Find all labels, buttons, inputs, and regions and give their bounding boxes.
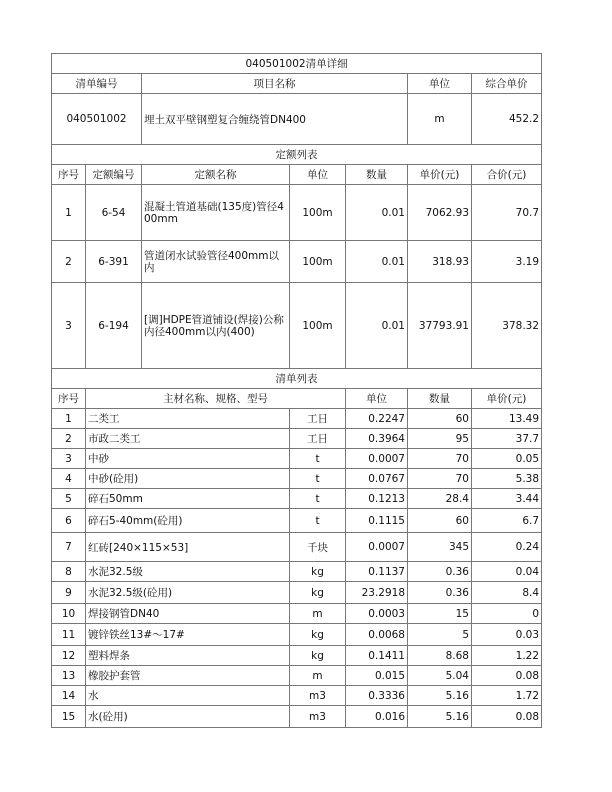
material-total: 8.4	[472, 582, 542, 604]
quota-unit-header: 单位	[290, 165, 346, 185]
quota-code: 6-194	[86, 283, 142, 369]
quota-qty: 0.01	[346, 241, 408, 283]
material-name: 水	[86, 686, 290, 706]
quota-total-header: 合价(元)	[472, 165, 542, 185]
material-total: 0.08	[472, 666, 542, 686]
material-row	[52, 489, 542, 509]
material-name: 市政二类工	[86, 429, 290, 449]
material-no: 5	[52, 489, 86, 509]
material-no: 11	[52, 624, 86, 646]
material-no: 1	[52, 409, 86, 429]
material-unit-price: 8.68	[408, 646, 472, 666]
material-unit-header: 单位	[346, 389, 408, 409]
material-unit: kg	[290, 646, 346, 666]
material-qty: 0.0003	[346, 604, 408, 624]
material-qty: 0.3336	[346, 686, 408, 706]
quota-no-header: 序号	[52, 165, 86, 185]
material-no: 6	[52, 509, 86, 533]
material-no: 8	[52, 562, 86, 582]
material-unit: t	[290, 509, 346, 533]
material-unit: 工日	[290, 429, 346, 449]
material-total: 1.72	[472, 686, 542, 706]
material-name: 橡胶护套管	[86, 666, 290, 686]
item-price: 452.2	[472, 94, 542, 145]
material-qty: 0.015	[346, 666, 408, 686]
material-total: 0.08	[472, 706, 542, 728]
material-unit: t	[290, 489, 346, 509]
material-row	[52, 509, 542, 533]
material-unit-price: 60	[408, 509, 472, 533]
material-total: 0.24	[472, 533, 542, 562]
material-name: 镀锌铁丝13#～17#	[86, 624, 290, 646]
quota-total: 70.7	[472, 185, 542, 241]
item-unit: m	[408, 94, 472, 145]
quota-code: 6-54	[86, 185, 142, 241]
material-total: 1.22	[472, 646, 542, 666]
quota-unit-price: 37793.91	[408, 283, 472, 369]
material-total: 13.49	[472, 409, 542, 429]
material-total: 0.05	[472, 449, 542, 469]
material-row	[52, 604, 542, 624]
quota-qty: 0.01	[346, 185, 408, 241]
material-no: 3	[52, 449, 86, 469]
material-no: 13	[52, 666, 86, 686]
material-name: 焊接钢管DN40	[86, 604, 290, 624]
material-qty: 0.1411	[346, 646, 408, 666]
material-unit-price: 70	[408, 449, 472, 469]
material-unit: kg	[290, 582, 346, 604]
material-name: 水(砼用)	[86, 706, 290, 728]
material-qty: 0.1137	[346, 562, 408, 582]
material-unit-price: 5	[408, 624, 472, 646]
item-price-header: 综合单价	[472, 74, 542, 94]
quota-unit-price-header: 单价(元)	[408, 165, 472, 185]
material-row	[52, 409, 542, 429]
material-no: 15	[52, 706, 86, 728]
material-name: 碎石50mm	[86, 489, 290, 509]
item-unit-header: 单位	[408, 74, 472, 94]
material-no: 12	[52, 646, 86, 666]
quota-unit: 100m	[290, 241, 346, 283]
material-qty: 0.2247	[346, 409, 408, 429]
quota-name: 管道闭水试验管径400mm以内	[142, 241, 290, 283]
material-qty: 0.0767	[346, 469, 408, 489]
quota-code-header: 定额编号	[86, 165, 142, 185]
material-unit: t	[290, 469, 346, 489]
material-row	[52, 666, 542, 686]
material-no: 9	[52, 582, 86, 604]
quota-section-title: 定额列表	[52, 145, 542, 165]
quota-qty-header: 数量	[346, 165, 408, 185]
material-unit: m3	[290, 686, 346, 706]
material-row	[52, 646, 542, 666]
quota-code: 6-391	[86, 241, 142, 283]
quota-no: 1	[52, 185, 86, 241]
material-row	[52, 562, 542, 582]
material-name: 塑料焊条	[86, 646, 290, 666]
quota-name-header: 定额名称	[142, 165, 290, 185]
material-qty: 0.0007	[346, 449, 408, 469]
quota-no: 3	[52, 283, 86, 369]
material-unit-price: 5.04	[408, 666, 472, 686]
material-qty: 0.1115	[346, 509, 408, 533]
material-unit-price: 0.36	[408, 582, 472, 604]
material-no-header: 序号	[52, 389, 86, 409]
material-total: 0.04	[472, 562, 542, 582]
material-qty: 0.3964	[346, 429, 408, 449]
material-total: 0.03	[472, 624, 542, 646]
material-row	[52, 582, 542, 604]
item-code-header: 清单编号	[52, 74, 142, 94]
material-unit-price: 15	[408, 604, 472, 624]
material-unit-price: 5.16	[408, 686, 472, 706]
material-unit-price: 0.36	[408, 562, 472, 582]
quota-no: 2	[52, 241, 86, 283]
material-row	[52, 624, 542, 646]
material-row	[52, 449, 542, 469]
material-no: 2	[52, 429, 86, 449]
material-unit: t	[290, 449, 346, 469]
quota-name: 混凝土管道基础(135度)管径400mm	[142, 185, 290, 241]
quota-unit: 100m	[290, 185, 346, 241]
quota-total: 3.19	[472, 241, 542, 283]
material-name: 中砂	[86, 449, 290, 469]
material-name-header: 主材名称、规格、型号	[86, 389, 346, 409]
material-unit-price: 5.16	[408, 706, 472, 728]
bill-detail-table	[51, 53, 542, 728]
material-row	[52, 533, 542, 562]
quota-total: 378.32	[472, 283, 542, 369]
material-header-row	[52, 389, 542, 409]
material-qty: 0.016	[346, 706, 408, 728]
material-unit: m3	[290, 706, 346, 728]
material-no: 4	[52, 469, 86, 489]
table-title: 040501002清单详细	[52, 54, 542, 74]
material-qty-header: 数量	[408, 389, 472, 409]
quota-header-row	[52, 165, 542, 185]
material-row	[52, 429, 542, 449]
material-name: 二类工	[86, 409, 290, 429]
item-name-header: 项目名称	[142, 74, 408, 94]
material-row	[52, 469, 542, 489]
material-total: 37.7	[472, 429, 542, 449]
material-unit: m	[290, 666, 346, 686]
material-section-title: 清单列表	[52, 369, 542, 389]
material-unit: kg	[290, 562, 346, 582]
material-unit-price-header: 单价(元)	[472, 389, 542, 409]
material-unit-price: 70	[408, 469, 472, 489]
material-unit: m	[290, 604, 346, 624]
material-row	[52, 686, 542, 706]
material-qty: 0.0007	[346, 533, 408, 562]
material-qty: 23.2918	[346, 582, 408, 604]
material-name: 水泥32.5级	[86, 562, 290, 582]
material-unit-price: 60	[408, 409, 472, 429]
material-total: 6.7	[472, 509, 542, 533]
material-name: 碎石5-40mm(砼用)	[86, 509, 290, 533]
material-no: 7	[52, 533, 86, 562]
item-code: 040501002	[52, 94, 142, 145]
quota-row	[52, 241, 542, 283]
material-name: 红砖[240×115×53]	[86, 533, 290, 562]
material-no: 10	[52, 604, 86, 624]
material-name: 中砂(砼用)	[86, 469, 290, 489]
quota-unit: 100m	[290, 283, 346, 369]
material-unit: 工日	[290, 409, 346, 429]
material-qty: 0.1213	[346, 489, 408, 509]
material-row	[52, 706, 542, 728]
material-unit-price: 345	[408, 533, 472, 562]
quota-unit-price: 318.93	[408, 241, 472, 283]
quota-name: [调]HDPE管道铺设(焊接)公称内径400mm以内(400)	[142, 283, 290, 369]
quota-unit-price: 7062.93	[408, 185, 472, 241]
item-name: 埋土双平壁钢塑复合缠绕管DN400	[142, 94, 408, 145]
material-unit: 千块	[290, 533, 346, 562]
quota-qty: 0.01	[346, 283, 408, 369]
quota-row	[52, 185, 542, 241]
material-name: 水泥32.5级(砼用)	[86, 582, 290, 604]
material-no: 14	[52, 686, 86, 706]
material-unit-price: 28.4	[408, 489, 472, 509]
material-unit: kg	[290, 624, 346, 646]
material-total: 0	[472, 604, 542, 624]
material-unit-price: 95	[408, 429, 472, 449]
material-qty: 0.0068	[346, 624, 408, 646]
material-total: 5.38	[472, 469, 542, 489]
quota-row	[52, 283, 542, 369]
material-total: 3.44	[472, 489, 542, 509]
